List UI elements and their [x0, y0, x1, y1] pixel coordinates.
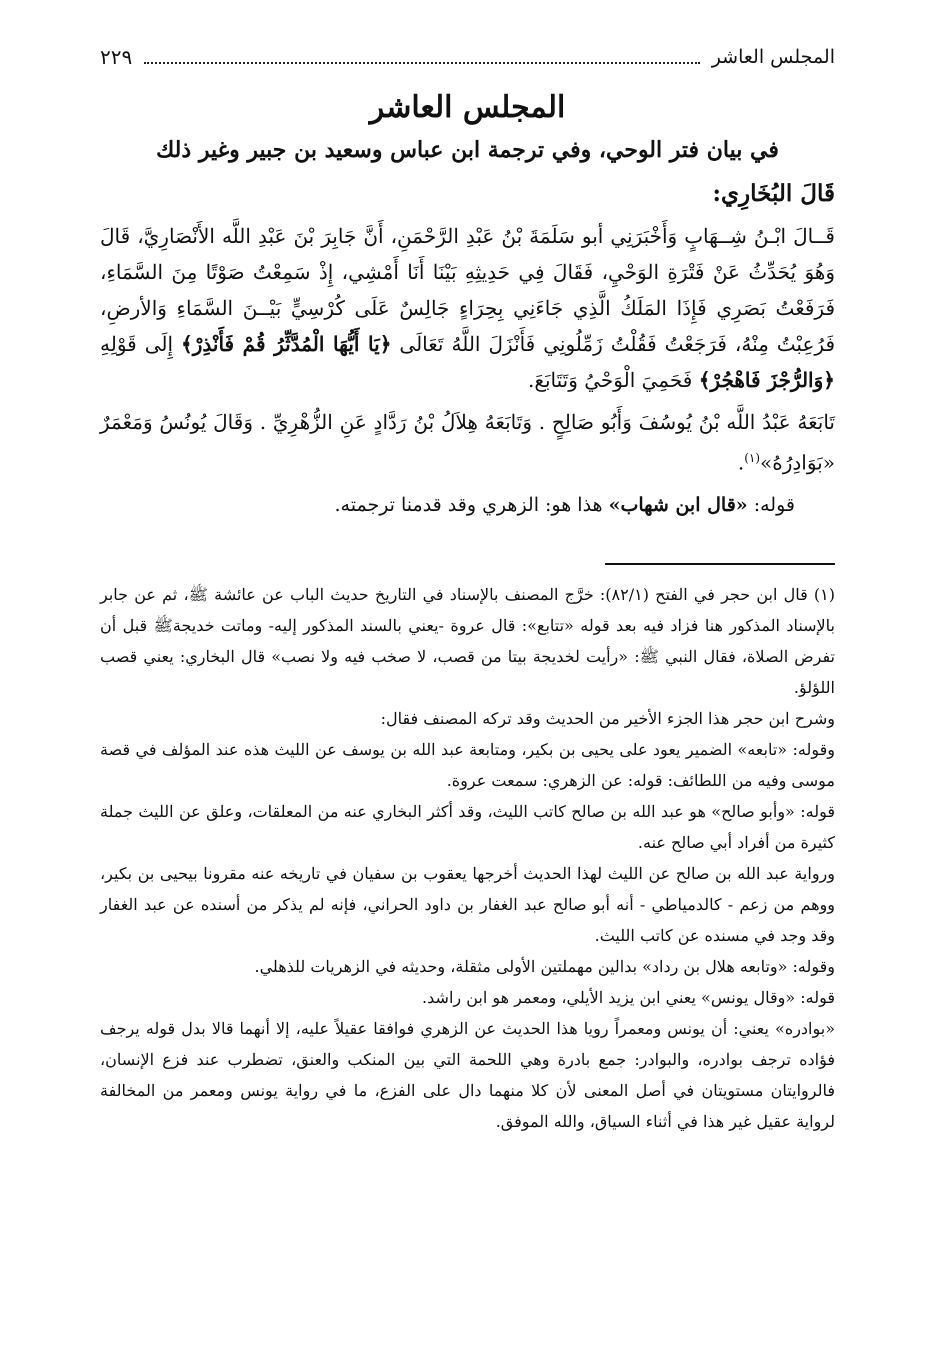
followup-end: .	[737, 450, 745, 475]
footnote-paragraph: وقوله: «وتابعه هلال بن رداد» بدالين مهملتين الأولى مثقلة، وحديثه في الزهريات للذهلي.	[254, 956, 835, 976]
footnotes	[100, 579, 835, 1137]
footnote-paragraph: وقوله: «تابعه» الضمير يعود على يحيى بن بكير، ومتابعة عبد الله بن يوسف عن الليث هذه عند المؤلف في قصة موسى وفيه من اللطائف: قوله: عن الزهري: سمعت عروة.	[100, 739, 836, 790]
running-header	[100, 38, 835, 76]
quran-verse-2: ﴿وَالرُّجْزَ فَاهْجُرْ﴾	[698, 368, 835, 392]
footnote-paragraph: قوله: «وأبو صالح» هو عبد الله بن صالح كاتب الليث، وقد أكثر البخاري عنه من المعلقات، وعلق عن الليث جملة كثيرة من أفراد أبي صالح عنه.	[100, 801, 835, 852]
footnote-paragraph: وشرح ابن حجر هذا الجزء الأخير من الحديث وقد تركه المصنف فقال:	[380, 708, 835, 728]
footnote-paragraph: (١) قال ابن حجر في الفتح (٨٢/١): خرَّج المصنف بالإسناد في التاريخ حديث الباب عن عائشة ﷺ، ثم عن جابر بالإسناد المذكور هنا فزاد فيه بعد قوله «تتابع»: قال عروة -يعني بالسند المذكور إليه- وماتت خديجةﷺ قبل أن تفرض الصلاة، فقال النبي ﷺ: «رأيت لخديجة بيتا من قصب، لا صخب فيه ولا نصب» قال البخاري: يعني قصب اللؤلؤ.	[100, 584, 836, 697]
footnote-paragraph: ورواية عبد الله بن صالح عن الليث لهذا الحديث أخرجها يعقوب بن سفيان في تاريخه عنه مقرونا بيحيى بن بكير، ووهم من زعم - كالدمياطي - أنه أبو صالح عبد الغفار بن داود الحراني، فإنه لم يذكر من أسنده عن عبد الغفار وقد وجد في مسنده عن كاتب الليث.	[100, 863, 835, 945]
hadith-part-2: إِلَى قَوْلِهِ	[100, 332, 174, 356]
running-title: المجلس العاشر	[711, 46, 835, 68]
hadith-text	[100, 218, 835, 398]
page-number: ٢٢٩	[100, 45, 133, 69]
footnote-paragraph: قوله: «وقال يونس» يعني ابن يزيد الأيلي، ومعمر هو ابن راشد.	[422, 987, 835, 1007]
hadith-part-3: فَحَمِيَ الْوَحْيُ وَتَتَابَعَ.	[527, 368, 693, 392]
footnote-marker: (١)	[744, 451, 761, 465]
chapter-subtitle: في بيان فتر الوحي، وفي ترجمة ابن عباس وسعيد بن جبير وغير ذلك	[156, 137, 779, 163]
commentary-rest: هذا هو: الزهري وقد قدمنا ترجمته.	[334, 493, 603, 516]
header-dotted-leader	[144, 62, 699, 64]
speaker-heading: قَالَ البُخَارِي:	[712, 180, 835, 207]
commentary-quote: «قال ابن شهاب»	[608, 493, 748, 516]
book-page	[100, 38, 835, 1338]
followup-text	[100, 404, 835, 481]
followup-body: تَابَعَهُ عَبْدُ اللَّه بْنُ يُوسُفَ وَأَبُو صَالِحٍ . وَتَابَعَهُ هِلاَلُ بْنُ رَدَّادٍ عَنِ الزُّهْرِيِّ . وَقَالَ يُونُسُ وَمَعْمَرٌ «بَوَادِرُهُ»	[100, 410, 835, 475]
hadith-part-1: قَــالَ ابْـنُ شِــهَابٍ وَأَخْبَرَنِي أبو سَلَمَةَ بْنُ عَبْدِ الرَّحْمَنِ، أَنَّ جَابِرَ بْنَ عَبْدِ اللَّه الأَنْصَارِيَّ، قَالَ وَهُوَ يُحَدِّثُ عَنْ فَتْرَةِ الوَحْيِ، فَقَالَ فِي حَدِيثِهِ بَيْنَا أَنَا أَمْشِي، إِذْ سَمِعْتُ صَوْتًا مِنَ السَّمَاءِ، فَرَفَعْتُ بَصَرِي فَإِذَا المَلَكُ الَّذِي جَاءَنِي بِحِرَاءٍ جَالِسٌ عَلَى كُرْسِيٍّ بَيْــنَ السَّمَاءِ وَالأرضِ، فَرُعِبْتُ مِنْهُ، فَرَجَعْتُ فَقُلْتُ زَمِّلُونِي فَأَنْزَلَ اللَّهُ تَعَالَى	[100, 224, 836, 356]
quran-verse-1: ﴿يَا أَيُّهَا الْمُدَّثِّرُ قُمْ فَأَنْذِرْ﴾	[181, 332, 392, 356]
commentary-line	[100, 487, 835, 523]
footnote-separator	[605, 563, 835, 565]
chapter-title: المجلس العاشر	[369, 90, 566, 125]
commentary-prefix: قوله:	[753, 493, 795, 516]
footnote-paragraph: «بوادره» يعني: أن يونس ومعمراً رويا هذا الحديث عن الزهري فوافقا عقيلاً عليه، إلا أنهما قالا بدل قوله يرجف فؤاده ترجف بوادره، والبوادر: جمع بادرة وهي اللحمة التي بين المنكب والعنق، تضطرب عند فزع الإنسان، فالروايتان مستويتان في أصل المعنى لأن كلا منهما دال على الفزع، ما في رواية يونس ومعمر من المخالفة لرواية عقيل غير هذا في أثناء السياق، والله الموفق.	[100, 1018, 835, 1131]
